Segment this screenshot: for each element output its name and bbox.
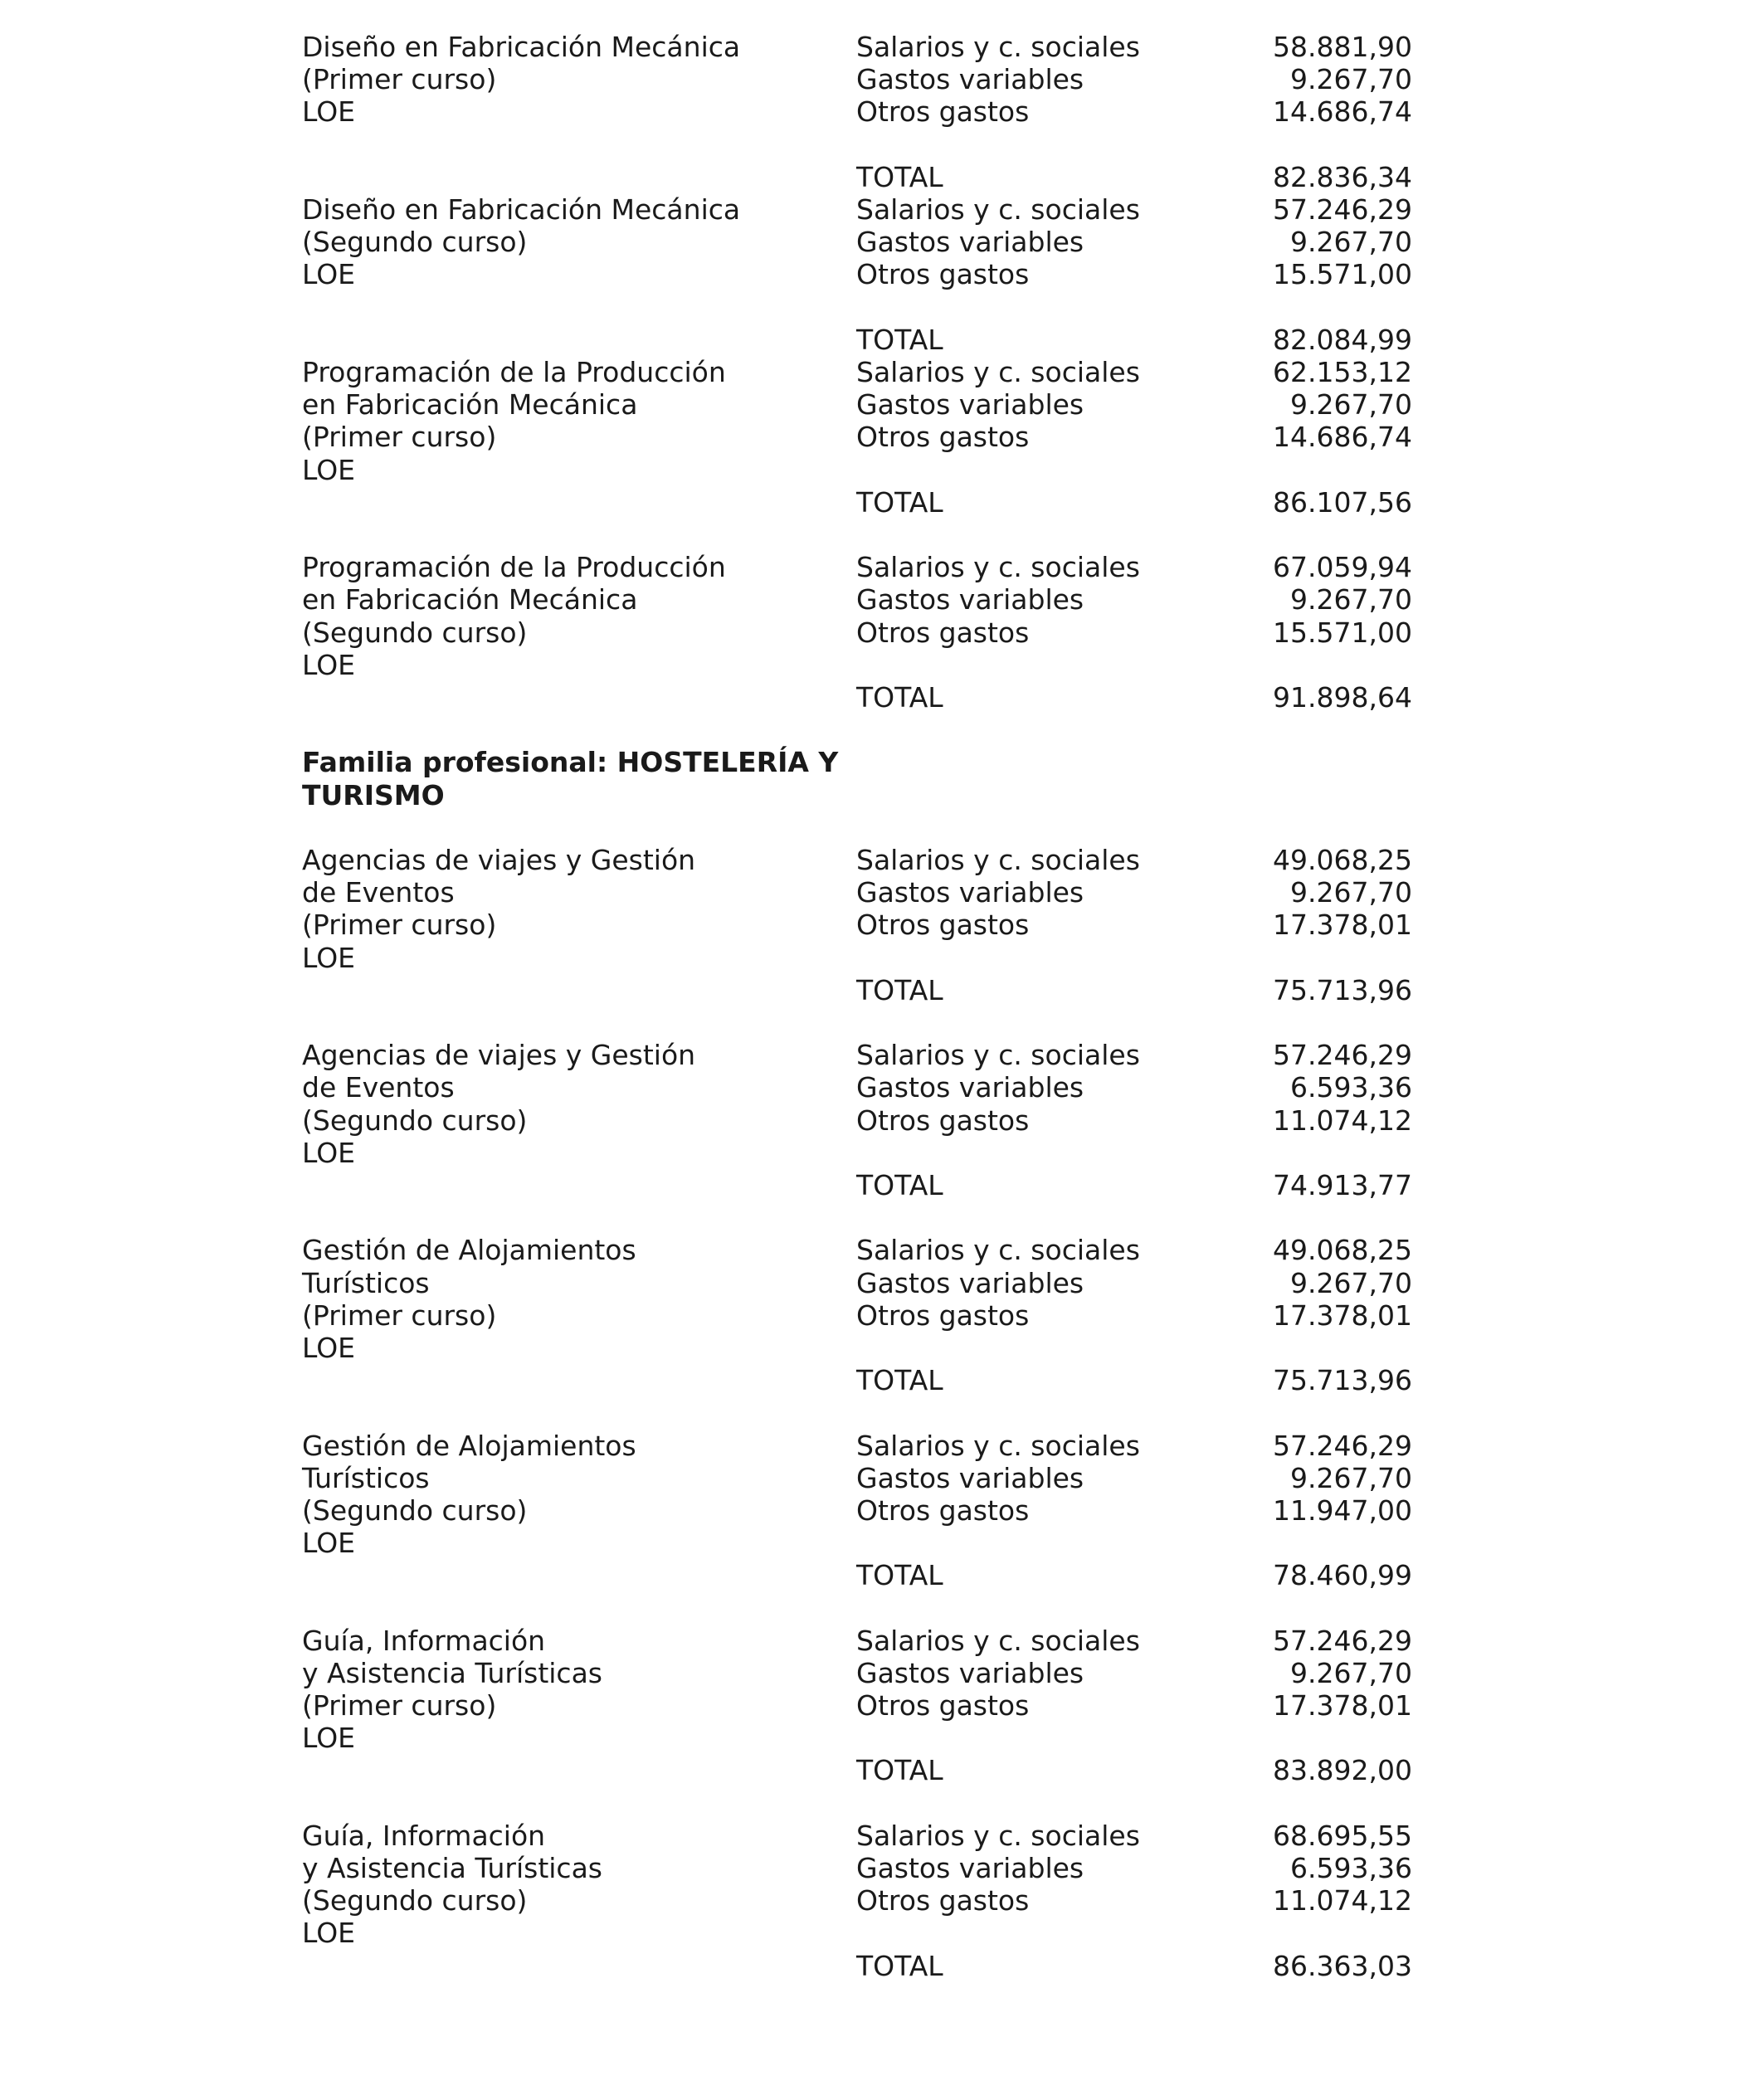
total-amount: 74.913,77 [1273, 1168, 1412, 1201]
other-row [856, 1689, 1412, 1722]
course-name-line: de Eventos [302, 1071, 455, 1104]
salaries-amount: 49.068,25 [1273, 843, 1412, 876]
section-heading-line: Familia profesional: HOSTELERÍA Y [302, 746, 839, 779]
other-amount: 14.686,74 [1273, 95, 1412, 129]
course-year-line: (Primer curso) [302, 1298, 497, 1332]
salaries-row [856, 1039, 1412, 1071]
salaries-row [856, 31, 1412, 63]
course-title [302, 1625, 833, 1755]
salaries-label: Salarios y c. sociales [856, 1039, 1140, 1072]
salaries-label: Salarios y c. sociales [856, 31, 1140, 63]
course-entry [0, 551, 1764, 746]
salaries-row [856, 551, 1412, 583]
total-label: TOTAL [856, 973, 943, 1006]
course-name-line: Guía, Información [302, 1819, 546, 1852]
other-amount: 14.686,74 [1273, 421, 1412, 454]
other-label: Otros gastos [856, 909, 1030, 942]
salaries-row [856, 1625, 1412, 1657]
variable-row [856, 1462, 1412, 1494]
salaries-row [856, 1820, 1412, 1852]
variable-label: Gastos variables [856, 1461, 1084, 1494]
cost-breakdown [856, 551, 1412, 714]
total-amount: 75.713,96 [1273, 1364, 1412, 1397]
course-law-line: LOE [302, 1917, 356, 1950]
salaries-label: Salarios y c. sociales [856, 1429, 1140, 1462]
total-label: TOTAL [856, 323, 943, 356]
course-law-line: LOE [302, 1331, 356, 1364]
course-year-line: (Primer curso) [302, 909, 497, 942]
course-law-line: LOE [302, 95, 356, 129]
total-row [856, 1754, 1412, 1786]
variable-row [856, 1267, 1412, 1299]
other-row [856, 616, 1412, 649]
total-label: TOTAL [856, 680, 943, 714]
course-entry [0, 1430, 1764, 1625]
other-amount: 17.378,01 [1273, 1298, 1412, 1332]
other-label: Otros gastos [856, 421, 1030, 454]
cost-breakdown [856, 31, 1412, 193]
course-title [302, 551, 833, 681]
course-name-line: y Asistencia Turísticas [302, 1852, 602, 1885]
other-row [856, 1494, 1412, 1527]
course-year-line: (Segundo curso) [302, 1884, 528, 1917]
course-name-line: Agencias de viajes y Gestión [302, 1039, 696, 1072]
total-row [856, 681, 1412, 714]
variable-row [856, 583, 1412, 616]
other-row [856, 421, 1412, 453]
other-row [856, 1104, 1412, 1137]
total-label: TOTAL [856, 1754, 943, 1787]
variable-amount: 9.267,70 [1290, 1461, 1412, 1494]
course-name-line: Gestión de Alojamientos [302, 1234, 636, 1267]
course-entry [0, 1820, 1764, 2015]
other-label: Otros gastos [856, 1298, 1030, 1332]
total-label: TOTAL [856, 1364, 943, 1397]
other-amount: 17.378,01 [1273, 1689, 1412, 1722]
course-name-line: en Fabricación Mecánica [302, 388, 638, 421]
other-amount: 11.074,12 [1273, 1104, 1412, 1137]
course-law-line: LOE [302, 258, 356, 291]
salaries-amount: 58.881,90 [1273, 31, 1412, 63]
variable-amount: 6.593,36 [1290, 1071, 1412, 1104]
variable-row [856, 1852, 1412, 1884]
salaries-label: Salarios y c. sociales [856, 843, 1140, 876]
variable-amount: 9.267,70 [1290, 226, 1412, 259]
other-label: Otros gastos [856, 1884, 1030, 1917]
other-row [856, 909, 1412, 941]
total-label: TOTAL [856, 1168, 943, 1201]
course-year-line: (Primer curso) [302, 63, 497, 96]
other-label: Otros gastos [856, 1689, 1030, 1722]
course-entry [0, 1234, 1764, 1429]
variable-amount: 6.593,36 [1290, 1852, 1412, 1885]
course-law-line: LOE [302, 453, 356, 486]
salaries-row [856, 1234, 1412, 1266]
course-entry [0, 31, 1764, 193]
salaries-label: Salarios y c. sociales [856, 1234, 1140, 1267]
course-law-line: LOE [302, 648, 356, 681]
total-amount: 86.363,03 [1273, 1949, 1412, 1982]
cost-breakdown [856, 1820, 1412, 1982]
salaries-label: Salarios y c. sociales [856, 1819, 1140, 1852]
variable-label: Gastos variables [856, 63, 1084, 96]
course-name-line: Guía, Información [302, 1624, 546, 1657]
other-label: Otros gastos [856, 1104, 1030, 1137]
course-title [302, 1039, 833, 1169]
salaries-amount: 57.246,29 [1273, 1429, 1412, 1462]
cost-breakdown [856, 193, 1412, 356]
section-heading-line: TURISMO [302, 778, 445, 811]
course-year-line: (Segundo curso) [302, 226, 528, 259]
cost-breakdown [856, 844, 1412, 1006]
variable-row [856, 63, 1412, 95]
other-row [856, 1299, 1412, 1332]
variable-row [856, 1657, 1412, 1689]
cost-breakdown [856, 1234, 1412, 1396]
total-label: TOTAL [856, 1949, 943, 1982]
salaries-row [856, 356, 1412, 388]
salaries-row [856, 1430, 1412, 1462]
course-entry [0, 193, 1764, 356]
course-title [302, 193, 833, 291]
course-name-line: Programación de la Producción [302, 356, 726, 388]
section-heading [302, 746, 883, 811]
variable-row [856, 388, 1412, 421]
salaries-amount: 57.246,29 [1273, 193, 1412, 226]
total-row [856, 1950, 1412, 1982]
course-title [302, 31, 833, 129]
course-year-line: (Primer curso) [302, 1689, 497, 1722]
course-title [302, 844, 833, 974]
course-year-line: (Segundo curso) [302, 1104, 528, 1137]
total-row [856, 1559, 1412, 1591]
course-law-line: LOE [302, 1527, 356, 1560]
variable-amount: 9.267,70 [1290, 876, 1412, 909]
salaries-amount: 62.153,12 [1273, 356, 1412, 388]
course-entry [0, 844, 1764, 1039]
variable-label: Gastos variables [856, 226, 1084, 259]
total-amount: 78.460,99 [1273, 1559, 1412, 1592]
salaries-amount: 49.068,25 [1273, 1234, 1412, 1267]
course-year-line: (Primer curso) [302, 421, 497, 454]
total-amount: 75.713,96 [1273, 973, 1412, 1006]
salaries-amount: 57.246,29 [1273, 1039, 1412, 1072]
other-row [856, 95, 1412, 128]
variable-amount: 9.267,70 [1290, 1266, 1412, 1299]
total-row [856, 1169, 1412, 1201]
total-amount: 82.084,99 [1273, 323, 1412, 356]
salaries-row [856, 193, 1412, 226]
salaries-amount: 67.059,94 [1273, 551, 1412, 584]
course-law-line: LOE [302, 1136, 356, 1169]
salaries-row [856, 844, 1412, 876]
salaries-amount: 68.695,55 [1273, 1819, 1412, 1852]
course-entry [0, 1039, 1764, 1234]
other-label: Otros gastos [856, 1493, 1030, 1527]
other-label: Otros gastos [856, 616, 1030, 649]
other-row [856, 1884, 1412, 1917]
total-row [856, 1364, 1412, 1396]
course-year-line: (Segundo curso) [302, 1493, 528, 1527]
salaries-label: Salarios y c. sociales [856, 551, 1140, 584]
course-name-line: Gestión de Alojamientos [302, 1429, 636, 1462]
cost-breakdown [856, 356, 1412, 519]
variable-amount: 9.267,70 [1290, 583, 1412, 616]
course-name-line: Turísticos [302, 1266, 430, 1299]
salaries-amount: 57.246,29 [1273, 1624, 1412, 1657]
total-amount: 86.107,56 [1273, 485, 1412, 519]
course-name-line: Programación de la Producción [302, 551, 726, 584]
variable-label: Gastos variables [856, 876, 1084, 909]
variable-label: Gastos variables [856, 1266, 1084, 1299]
course-title [302, 356, 833, 486]
course-title [302, 1430, 833, 1560]
total-row [856, 324, 1412, 356]
total-label: TOTAL [856, 160, 943, 193]
variable-label: Gastos variables [856, 1852, 1084, 1885]
variable-amount: 9.267,70 [1290, 63, 1412, 96]
salaries-label: Salarios y c. sociales [856, 1624, 1140, 1657]
variable-label: Gastos variables [856, 1071, 1084, 1104]
other-amount: 17.378,01 [1273, 909, 1412, 942]
course-name-line: Diseño en Fabricación Mecánica [302, 193, 741, 226]
variable-row [856, 876, 1412, 909]
total-label: TOTAL [856, 1559, 943, 1592]
variable-amount: 9.267,70 [1290, 1656, 1412, 1689]
other-label: Otros gastos [856, 258, 1030, 291]
course-title [302, 1234, 833, 1364]
other-amount: 11.947,00 [1273, 1493, 1412, 1527]
total-row [856, 974, 1412, 1006]
variable-amount: 9.267,70 [1290, 388, 1412, 421]
course-year-line: (Segundo curso) [302, 616, 528, 649]
course-name-line: y Asistencia Turísticas [302, 1656, 602, 1689]
total-label: TOTAL [856, 485, 943, 519]
course-entry [0, 1625, 1764, 1820]
cost-breakdown [856, 1430, 1412, 1592]
course-law-line: LOE [302, 941, 356, 974]
course-entry [0, 356, 1764, 551]
cost-breakdown [856, 1625, 1412, 1787]
course-name-line: de Eventos [302, 876, 455, 909]
total-amount: 82.836,34 [1273, 160, 1412, 193]
cost-breakdown [856, 1039, 1412, 1201]
course-name-line: Turísticos [302, 1461, 430, 1494]
total-amount: 83.892,00 [1273, 1754, 1412, 1787]
other-label: Otros gastos [856, 95, 1030, 129]
total-row [856, 486, 1412, 519]
other-amount: 11.074,12 [1273, 1884, 1412, 1917]
course-law-line: LOE [302, 1722, 356, 1755]
total-row [856, 161, 1412, 193]
course-name-line: Agencias de viajes y Gestión [302, 843, 696, 876]
variable-row [856, 226, 1412, 258]
other-amount: 15.571,00 [1273, 616, 1412, 649]
variable-row [856, 1071, 1412, 1104]
variable-label: Gastos variables [856, 1656, 1084, 1689]
course-title [302, 1820, 833, 1950]
salaries-label: Salarios y c. sociales [856, 356, 1140, 388]
other-amount: 15.571,00 [1273, 258, 1412, 291]
variable-label: Gastos variables [856, 388, 1084, 421]
other-row [856, 258, 1412, 290]
variable-label: Gastos variables [856, 583, 1084, 616]
total-amount: 91.898,64 [1273, 680, 1412, 714]
course-name-line: en Fabricación Mecánica [302, 583, 638, 616]
salaries-label: Salarios y c. sociales [856, 193, 1140, 226]
course-name-line: Diseño en Fabricación Mecánica [302, 31, 741, 63]
